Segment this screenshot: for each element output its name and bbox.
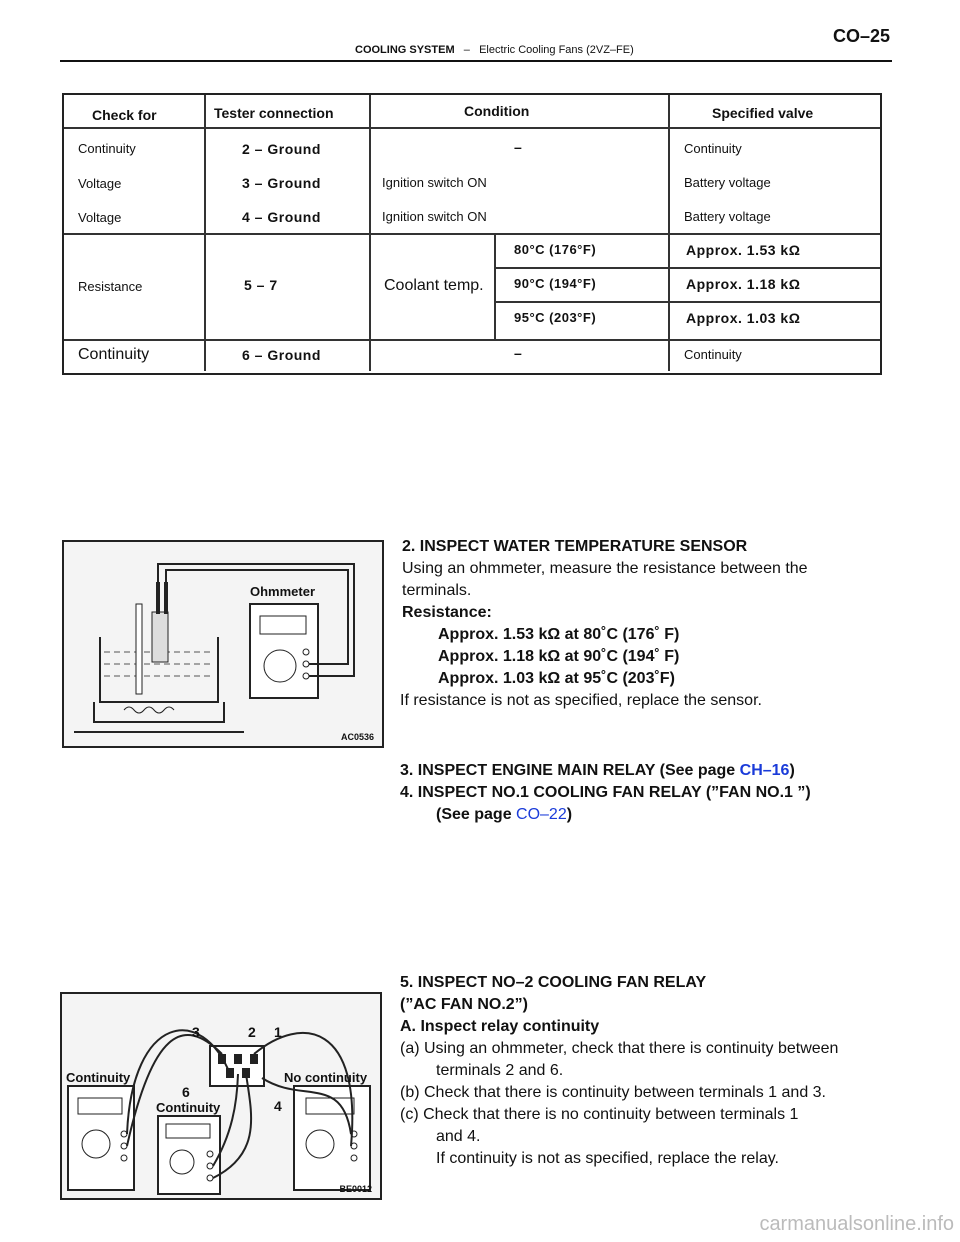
temp-90: 90°C (194°F): [514, 276, 597, 291]
step-5-line: and 4.: [436, 1128, 481, 1145]
sensor-diagram: [64, 542, 382, 746]
step-3-text: 3. INSPECT ENGINE MAIN RELAY (See page: [400, 762, 740, 779]
grid-line: [668, 95, 670, 371]
row2-spec: Battery voltage: [684, 175, 771, 190]
step-2-line: terminals.: [402, 582, 472, 599]
grid-line: [64, 127, 880, 129]
step-2: [402, 536, 902, 712]
running-header: [355, 44, 634, 56]
grid-line: [64, 339, 880, 341]
page-number: CO–25: [832, 26, 890, 46]
step-5-subhead: A. Inspect relay continuity: [400, 1018, 600, 1035]
terminal-3: 3: [192, 1024, 200, 1040]
resistance-value: Approx. 1.18 kΩ at 90˚C (194˚ F): [438, 648, 680, 665]
step-5-note: If continuity is not as specified, replace the relay.: [436, 1150, 779, 1167]
row3-tester: 4 – Ground: [242, 209, 321, 225]
header-separator: –: [463, 44, 470, 56]
row2-check: Voltage: [78, 176, 122, 191]
row3-spec: Battery voltage: [684, 209, 771, 224]
col-header-spec: Specified valve: [712, 105, 814, 121]
subsection-title: Electric Cooling Fans (2VZ–FE): [479, 44, 634, 56]
row3-condition: Ignition switch ON: [382, 209, 487, 224]
grid-line: [64, 233, 880, 235]
row5-condition: –: [514, 345, 523, 361]
step-4-ref: [400, 804, 920, 826]
resistance-label: Resistance:: [402, 604, 492, 621]
terminal-6: 6: [182, 1084, 190, 1100]
step-2-line: Using an ohmmeter, measure the resistance between the: [402, 560, 808, 577]
row4-condition: Coolant temp.: [384, 277, 484, 294]
continuity-label-left: Continuity: [66, 1070, 131, 1085]
row1-tester: 2 – Ground: [242, 141, 321, 157]
spec-table: [62, 93, 882, 375]
steps-3-4: [400, 760, 920, 826]
grid-line: [204, 95, 206, 371]
step-2-note: If resistance is not as specified, replace the sensor.: [400, 692, 762, 709]
resistance-value: Approx. 1.53 kΩ at 80˚C (176˚ F): [438, 626, 680, 643]
grid-line: [369, 95, 371, 371]
watermark: carmanualsonline.info: [759, 1213, 954, 1235]
grid-line: [494, 267, 880, 269]
continuity-label-mid: Continuity: [156, 1100, 221, 1115]
spec-95: Approx. 1.03 kΩ: [686, 310, 801, 326]
relay-diagram: [62, 994, 380, 1198]
terminal-1: 1: [274, 1024, 282, 1040]
row5-check: Continuity: [78, 346, 150, 363]
terminal-2: 2: [248, 1024, 256, 1040]
no-continuity-label: No continuity: [284, 1070, 368, 1085]
step-4-title: 4. INSPECT NO.1 COOLING FAN RELAY (”FAN NO.1 ”): [400, 784, 811, 801]
row1-condition: –: [514, 139, 523, 155]
row2-tester: 3 – Ground: [242, 175, 321, 191]
link-co22[interactable]: CO–22: [516, 806, 567, 823]
step-4-pre: (See page: [436, 806, 517, 823]
step-3: [400, 760, 920, 782]
terminal-4: 4: [274, 1098, 282, 1114]
row5-tester: 6 – Ground: [242, 347, 321, 363]
relay-continuity-figure: [60, 992, 382, 1200]
figure-code: BE0012: [339, 1184, 372, 1194]
row1-spec: Continuity: [684, 141, 742, 156]
section-title: COOLING SYSTEM: [355, 44, 455, 56]
figure-code: AC0536: [340, 732, 374, 742]
grid-line: [494, 233, 496, 339]
row5-spec: Continuity: [684, 347, 742, 362]
row3-check: Voltage: [78, 210, 122, 225]
link-ch16[interactable]: CH–16: [739, 762, 790, 779]
row4-check: Resistance: [78, 279, 143, 294]
step-2-title: 2. INSPECT WATER TEMPERATURE SENSOR: [402, 538, 748, 555]
temp-95: 95°C (203°F): [514, 310, 597, 325]
resistance-value: Approx. 1.03 kΩ at 95˚C (203˚F): [438, 670, 675, 687]
col-header-check: Check for: [92, 107, 157, 123]
step-5-line: terminals 2 and 6.: [436, 1062, 564, 1079]
col-header-condition: Condition: [464, 103, 530, 119]
step-5-line: (c) Check that there is no continuity between terminals 1: [400, 1106, 799, 1123]
step-5-title: (”AC FAN NO.2”): [400, 996, 528, 1013]
step-5-line: (b) Check that there is continuity between terminals 1 and 3.: [400, 1084, 826, 1101]
row1-check: Continuity: [78, 141, 136, 156]
spec-80: Approx. 1.53 kΩ: [686, 242, 801, 258]
spec-90: Approx. 1.18 kΩ: [686, 276, 801, 292]
step-5-line: (a) Using an ohmmeter, check that there is continuity between: [400, 1040, 839, 1057]
step-5: [400, 972, 920, 1170]
ohmmeter-label: Ohmmeter: [250, 584, 316, 599]
step-3-close: ): [789, 762, 795, 779]
row4-tester: 5 – 7: [244, 277, 278, 293]
header-rule: [60, 60, 892, 62]
temp-80: 80°C (176°F): [514, 242, 597, 257]
col-header-tester: Tester connection: [214, 105, 334, 121]
row2-condition: Ignition switch ON: [382, 175, 487, 190]
sensor-ohmmeter-figure: [62, 540, 384, 748]
step-4-close: ): [566, 806, 573, 823]
grid-line: [494, 301, 880, 303]
step-5-title: 5. INSPECT NO–2 COOLING FAN RELAY: [400, 974, 707, 991]
